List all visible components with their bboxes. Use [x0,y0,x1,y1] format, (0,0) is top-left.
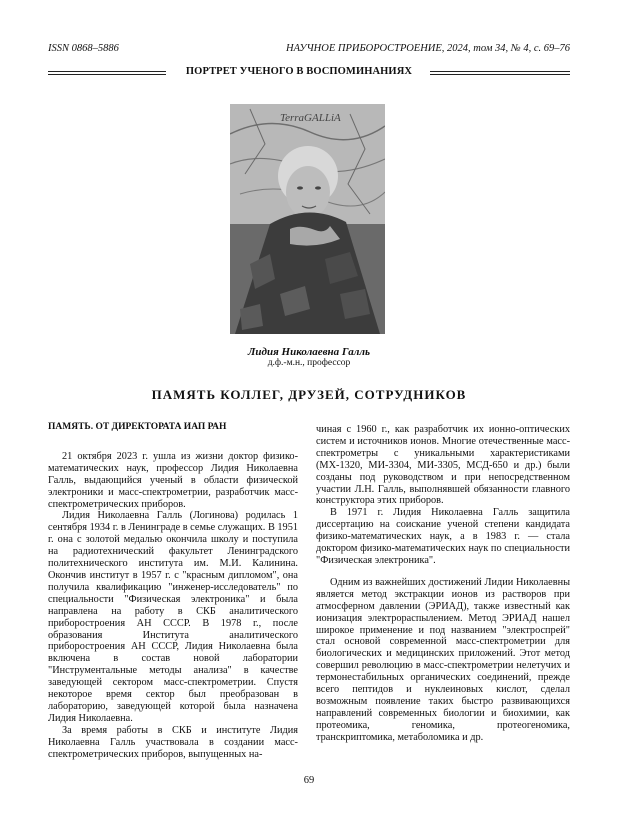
issn-label: ISSN 0868–5886 [48,43,119,54]
section-title: ПОРТРЕТ УЧЕНОГО В ВОСПОМИНАНИЯХ [185,66,413,77]
left-column [48,422,298,760]
paragraph: В 1971 г. Лидия Николаевна Галль защитила диссертацию на соискание ученой степени кандидата физико-математических наук, а в 1983 г. — стала доктором физико-математических наук по специальности "Физическая электроника". [316,507,570,566]
caption-name: Лидия Николаевна Галль [247,346,371,358]
section-header [48,66,570,80]
paragraph: Лидия Николаевна Галль (Логинова) родилась 1 сентября 1934 г. в Ленинграде в семье служащих. В 1951 г. она с золотой медалью окончила школу и поступила на радиотехнический факультет Ленинградского политехнического института им. М.И. Калинина. Окончив институт в 1957 г. с "красным дипломом", она получила квалификацию "инженер-исследователь" по специальности "Физическая электроника" и была направлена на работу в СКБ аналитического приборостроения АН СССР. В 1978 г., после образования Института аналитического приборостроения АН СССР, Лидия Николаевна была включена в состав новой лаборатории "Инструментальные методы анализа" в качестве заведующей сектором масс-спектрометрии. Спустя некоторое время сектор был преобразован в лабораторию, заведующей которой была назначена Лидия Николаевна. [48,510,298,724]
article-title: ПАМЯТЬ КОЛЛЕГ, ДРУЗЕЙ, СОТРУДНИКОВ [151,387,467,402]
subheading: ПАМЯТЬ. ОТ ДИРЕКТОРАТА ИАП РАН [48,422,227,432]
section-rule-left [48,71,166,75]
journal-citation: НАУЧНОЕ ПРИБОРОСТРОЕНИЕ, 2024, том 34, № 4, с. 69–76 [286,43,570,54]
paragraph: Одним из важнейших достижений Лидии Николаевны является метод экстракции ионов из растворов при атмосферном давлении (ЭРИАД), также известный как ионизация электрораспылением. Метод ЭРИАД нашел широкое применение и под названием "электроспрей" стал основой современной масс-спектрометрии для биологических и медицинских приложений. Этот метод совершил революцию в масс-спектрометрии нелетучих и термонестабильных органических соединений, прежде всего пептидов и нуклеиновых кислот, сделал возможным появление таких быстро развивающихся направлений современных биологии и биохимии, как протеомика, геномика, протеогеномика, транскриптомика, метаболомика и др. [316,576,570,743]
paragraph: За время работы в СКБ и институте Лидия Николаевна Галль участвовала в создании масс-спектрометрических приборов, выпущенных на- [48,724,298,760]
right-column [316,424,570,744]
paragraph: чиная с 1960 г., как разработчик их ионно-оптических систем и источников ионов. Многие отечественные масс-спектрометры с уникальными характеристиками (МХ-1320, МИ-3304, МИ-3305, МСД-650 и др.) были созданы под руководством и при непосредственном участии Л.Н. Галль, выполнявшей обязанности главного конструктора этих приборов. [316,424,570,507]
caption-degree: д.ф.-м.н., профессор [267,358,351,368]
section-rule-right [430,71,570,75]
paragraph: 21 октября 2023 г. ушла из жизни доктор физико-математических наук, профессор Лидия Николаевна Галль, выдающийся ученый в области физической электроники и масс-спектрометрии, разработчик масс-спектрометрических приборов. [48,450,298,510]
portrait-photo [230,104,385,334]
board-text: TerraGALLiA [280,112,341,124]
page-number: 69 [303,775,315,786]
